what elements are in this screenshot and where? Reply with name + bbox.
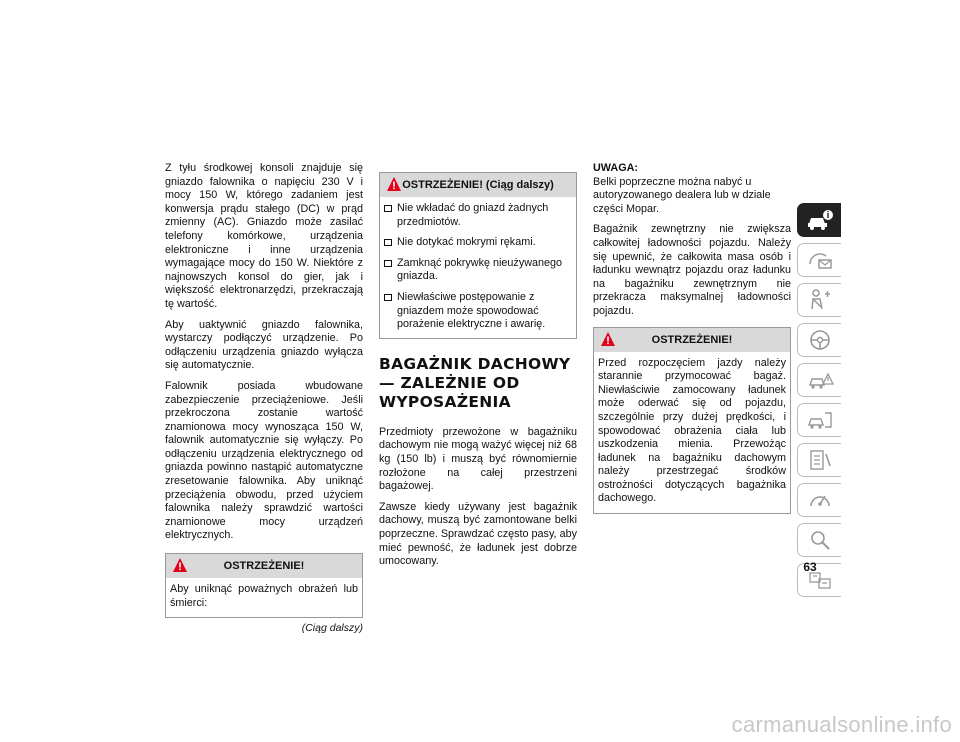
- paragraph-roof-rack-load: Przedmioty przewożone w bagażniku dachowym nie mogą ważyć więcej niż 68 kg (150 lb) i muszą być równomiernie rozłożone na całej przestrzeni bagażowej.: [379, 425, 577, 493]
- steering-wheel-icon: [806, 328, 834, 352]
- watermark: carmanualsonline.info: [731, 712, 952, 737]
- tab-dashboard-messages[interactable]: [797, 243, 841, 277]
- warning-title: OSTRZEŻENIE!: [223, 560, 305, 573]
- note-text: Belki poprzeczne można nabyć u autoryzowanego dealera lub w dziale części Mopar.: [593, 175, 771, 215]
- gauge-icon: [806, 488, 834, 512]
- warning-title: OSTRZEŻENIE! (Ciąg dalszy): [402, 179, 554, 191]
- warning-box-inverter: [165, 553, 363, 618]
- tab-multimedia[interactable]: [797, 483, 841, 517]
- tab-servicing[interactable]: [797, 403, 841, 437]
- column-right: [593, 162, 791, 518]
- paragraph-inverter-intro: Z tyłu środkowej konsoli znajduje się gniazdo falownika o napięciu 230 V i mocy 150 W, którego zadaniem jest konwersja prądu stałego (DC) w prąd zmienny (AC). Gniazdo może zasilać telefony komórkowe, urządzenia elektroniczne i inne urządzenia wymagające mocy do 150 W. Niektóre z najnowszych konsol do gier, jak i większość elektronarzędzi, przekraczają tę wartość.: [165, 162, 363, 310]
- warning-header: [166, 554, 362, 578]
- warning-body: [380, 197, 576, 338]
- dashboard-message-icon: [806, 248, 834, 272]
- paragraph-inverter-activation: Aby uaktywnić gniazdo falownika, wystarczy podłączyć urządzenie. Po odłączeniu urządzenia gniazdo wyłącza się automatycznie.: [165, 318, 363, 372]
- warning-header: [594, 328, 790, 352]
- warning-triangle-icon: [172, 557, 188, 573]
- warning-box-continued: [379, 172, 577, 339]
- checkbox-bullet-icon: [384, 205, 392, 212]
- paragraph-inverter-overload: Falownik posiada wbudowane zabezpieczenie przeciążeniowe. Jeśli przekroczona zostanie wartość znamionowa mocy wynosząca 150 W, falownik automatycznie się wyłączy. Po odłączeniu urządzenia elektrycznego od gniazda powinno nastąpić automatyczne zresetowanie falownika. Aby uniknąć przeciążenia obwodu, przed użyciem falownika należy sprawdzić wartości znamionowe mocy urządzeń elektrycznych.: [165, 379, 363, 542]
- warning-text: Przed rozpoczęciem jazdy należy starannie przymocować bagaż. Niewłaściwie zamocowany ładunek może oderwać się od pojazdu, szczególnie przy dużej prędkości, i spowodować obrażenia ciała lub uszkodzenia mienia. Przewożąc ładunek na bagażniku dachowym należy przestrzegać środków ostrożności dotyczących bagażnika dachowego.: [598, 356, 786, 505]
- warning-triangle-icon: [600, 331, 616, 347]
- tab-index[interactable]: [797, 523, 841, 557]
- note-label: UWAGA:: [593, 162, 638, 174]
- warning-triangle-icon: [386, 176, 402, 192]
- continued-label: (Ciąg dalszy): [301, 622, 363, 635]
- column-left: [165, 162, 363, 636]
- checkbox-bullet-icon: [384, 239, 392, 246]
- warning-item: Nie wkładać do gniazd żadnych przedmiotów.: [384, 202, 572, 229]
- section-heading-roof-rack: BAGAŻNIK DACHOWY — ZALEŻNIE OD WYPOSAŻENIA: [379, 354, 571, 411]
- tab-safety[interactable]: [797, 283, 841, 317]
- car-warning-icon: [806, 368, 834, 392]
- warning-text: Aby uniknąć poważnych obrażeń lub śmierci:: [170, 583, 358, 609]
- seatbelt-person-icon: [806, 288, 834, 312]
- paragraph-roof-rack-capacity: Bagażnik zewnętrzny nie zwiększa całkowitej ładowności pojazdu. Należy się upewnić, że całkowita masa osób i ładunku wewnątrz pojazdu oraz ładunku na bagażniku zewnętrznym nie przekracza maksymalnej ładowności pojazdu.: [593, 223, 791, 317]
- warning-body: [594, 352, 790, 514]
- warning-item: Zamknąć pokrywkę nieużywanego gniazda.: [384, 257, 572, 284]
- warning-item: Nie dotykać mokrymi rękami.: [384, 236, 572, 250]
- magnifier-index-icon: [806, 528, 834, 552]
- checkbox-bullet-icon: [384, 260, 392, 267]
- warning-body: [166, 578, 362, 617]
- page-number: 63: [803, 560, 817, 574]
- tab-car-info[interactable]: [797, 203, 841, 237]
- tab-specifications[interactable]: [797, 443, 841, 477]
- warning-box-cargo: [593, 327, 791, 515]
- warning-header: [380, 173, 576, 197]
- car-info-icon: [806, 208, 834, 232]
- warning-title: OSTRZEŻENIE!: [651, 333, 733, 346]
- car-service-icon: [806, 408, 834, 432]
- tab-emergency[interactable]: [797, 363, 841, 397]
- tab-starting-driving[interactable]: [797, 323, 841, 357]
- warning-item: Niewłaściwe postępowanie z gniazdem może spowodować porażenie elektryczne i awarię.: [384, 291, 572, 332]
- checklist-tools-icon: [806, 448, 834, 472]
- paragraph-roof-rack-crossbars: Zawsze kiedy używany jest bagażnik dachowy, muszą być zamontowane belki poprzeczne. Sprawdzać często pasy, aby mieć pewność, że ładunek jest dobrze umocowany.: [379, 500, 577, 568]
- chapter-tabs: [797, 203, 841, 603]
- column-middle: [379, 172, 577, 576]
- checkbox-bullet-icon: [384, 294, 392, 301]
